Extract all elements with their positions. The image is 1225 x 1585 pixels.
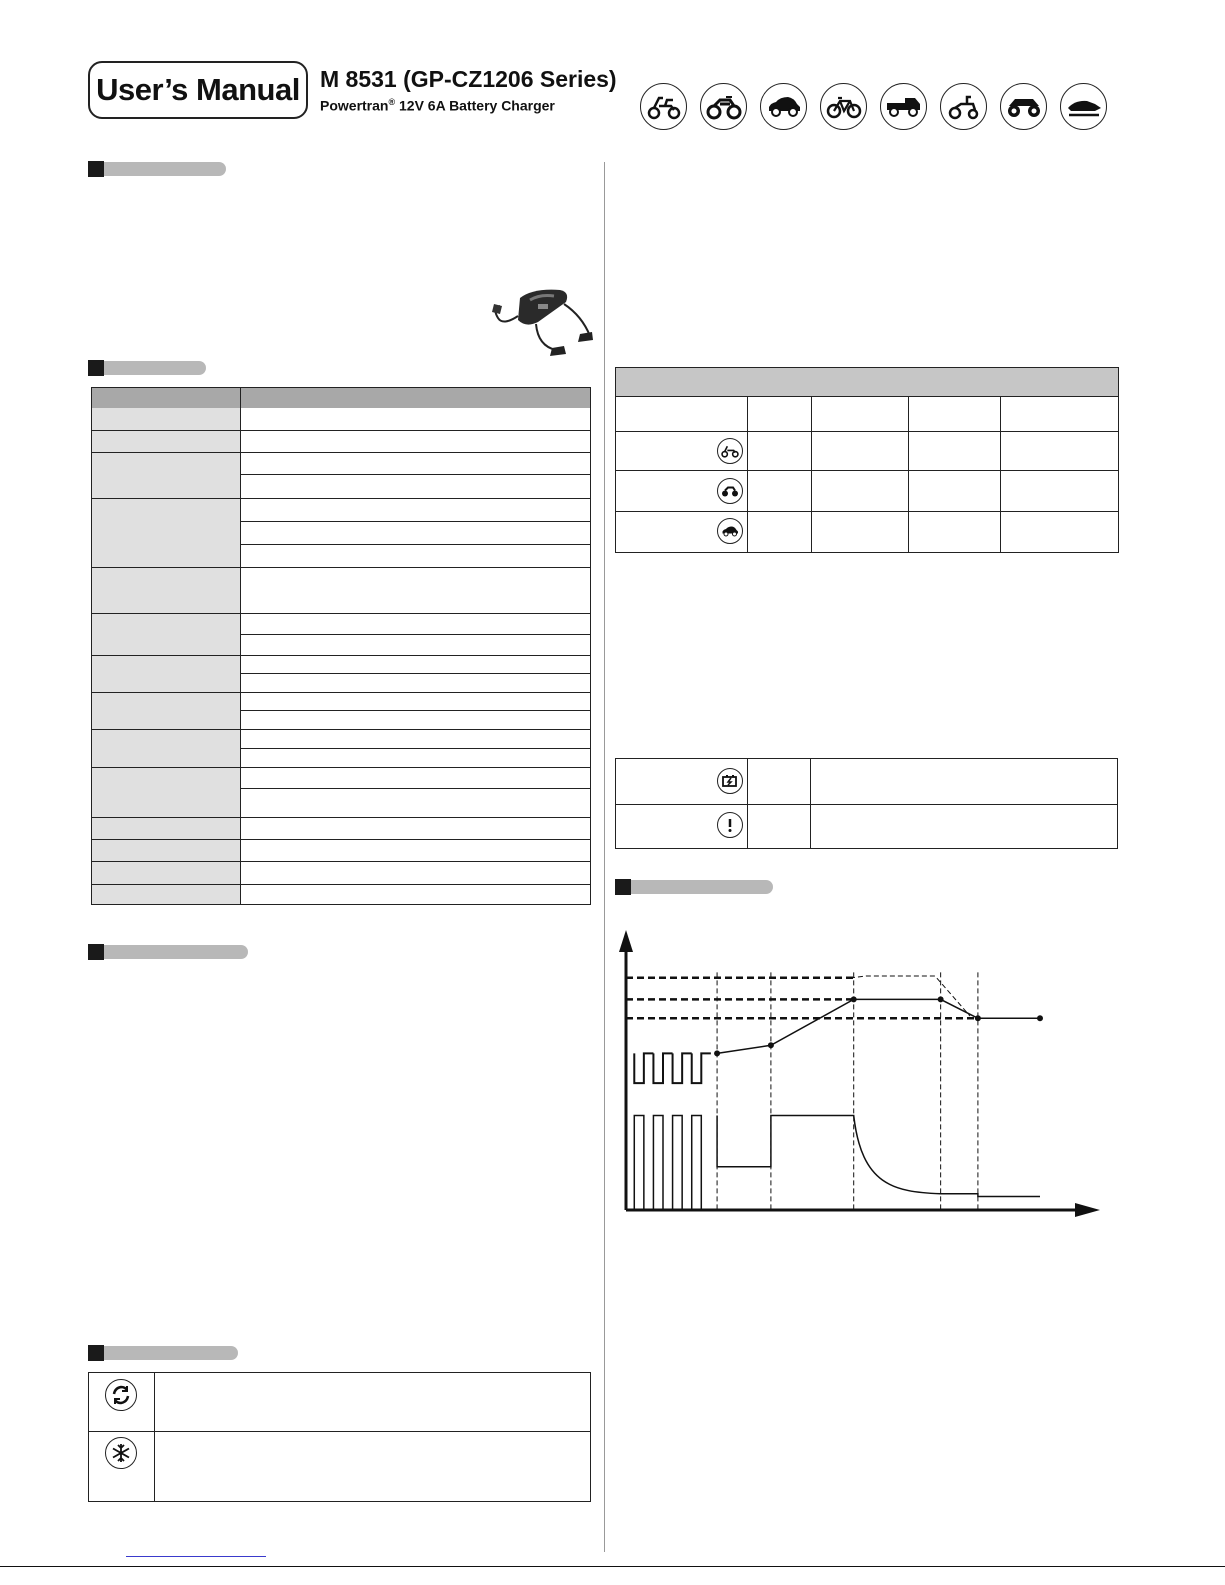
spec-label-cell	[92, 885, 240, 904]
model-title: M 8531 (GP-CZ1206 Series)	[320, 66, 617, 92]
spec-value-cell	[240, 693, 591, 711]
spec-label-cell	[92, 730, 240, 768]
spec-label-cell	[92, 453, 240, 499]
manual-badge	[88, 61, 308, 119]
voltage-point	[851, 996, 857, 1002]
charging-curve-chart	[610, 920, 1110, 1220]
section-header-3	[88, 944, 250, 960]
spec-table-header	[92, 388, 590, 408]
spec-label-cell	[92, 768, 240, 818]
spec-value-cell	[240, 711, 591, 730]
specification-table	[91, 387, 591, 905]
snowflake-mode-icon	[105, 1437, 137, 1469]
footer-rule	[0, 1566, 1225, 1567]
section-marker-icon	[88, 360, 104, 376]
section-header-4	[88, 1345, 240, 1361]
footer-link[interactable]	[126, 1556, 266, 1557]
product-name: 12V 6A Battery Charger	[399, 97, 555, 114]
voltage-point	[768, 1042, 774, 1048]
spec-value-cell	[240, 749, 591, 768]
mode-table	[88, 1372, 591, 1502]
spec-label-cell	[92, 431, 240, 453]
section-header-2	[88, 360, 208, 376]
scooter-icon	[640, 83, 687, 130]
truck-icon	[880, 83, 927, 130]
battery-charge-icon	[717, 768, 743, 794]
spec-value-cell	[240, 475, 591, 499]
section-marker-icon	[88, 944, 104, 960]
section-marker-icon	[88, 161, 104, 177]
section-marker-icon	[88, 1345, 104, 1361]
voltage-point	[975, 1015, 981, 1021]
recycle-mode-icon	[105, 1379, 137, 1411]
manual-badge-text: User’s Manual	[96, 72, 300, 107]
spec-label-cell	[92, 840, 240, 862]
spec-value-cell	[240, 768, 591, 789]
scooter-icon	[717, 438, 743, 464]
spec-value-cell	[240, 730, 591, 749]
spec-label-cell	[92, 656, 240, 693]
spec-value-cell	[240, 522, 591, 545]
voltage-point	[1037, 1015, 1043, 1021]
voltage-curve	[717, 999, 1040, 1053]
vehicle-icon-row	[640, 83, 1107, 130]
spec-value-cell	[240, 840, 591, 862]
car-icon	[760, 83, 807, 130]
voltage-pulse	[634, 1053, 711, 1083]
product-subtitle	[320, 97, 555, 114]
voltage-limit-lines	[626, 978, 978, 1019]
spec-value-cell	[240, 499, 591, 522]
spec-label-cell	[92, 499, 240, 568]
snowmobile-icon	[1060, 83, 1107, 130]
spec-value-cell	[240, 885, 591, 904]
section-header-5	[615, 879, 775, 895]
spec-label-cell	[92, 693, 240, 730]
spec-value-cell	[240, 862, 591, 885]
spec-value-cell	[240, 818, 591, 840]
motorcycle-icon	[717, 478, 743, 504]
spec-value-cell	[240, 408, 591, 431]
brand-name: Powertran	[320, 97, 389, 114]
x-axis-arrow	[1075, 1203, 1100, 1217]
voltage-point	[938, 996, 944, 1002]
voltage-points	[714, 996, 1043, 1056]
spec-value-cell	[240, 431, 591, 453]
indicator-table	[615, 758, 1118, 849]
motorcycle-icon	[700, 83, 747, 130]
voltage-ceiling-dashed	[850, 976, 970, 1016]
spec-value-cell	[240, 635, 591, 656]
current-pulse	[634, 1116, 701, 1211]
spec-value-cell	[240, 674, 591, 693]
spec-value-cell	[240, 656, 591, 674]
spec-label-cell	[92, 614, 240, 656]
spec-value-cell	[240, 453, 591, 475]
car-icon	[717, 518, 743, 544]
column-divider	[604, 162, 605, 1552]
section-marker-icon	[615, 879, 631, 895]
spec-label-cell	[92, 568, 240, 614]
spec-label-cell	[92, 818, 240, 840]
section-header-1	[88, 161, 228, 177]
current-curve	[717, 1116, 1040, 1197]
lawn-mower-icon	[940, 83, 987, 130]
spec-label-cell	[92, 862, 240, 885]
registered-mark: ®	[388, 97, 396, 107]
spec-value-cell	[240, 614, 591, 635]
compat-table-header	[616, 368, 1118, 397]
spec-value-cell	[240, 545, 591, 568]
compatibility-table	[615, 367, 1119, 553]
pulse-train	[634, 1053, 711, 1210]
voltage-point	[714, 1050, 720, 1056]
atv-icon	[1000, 83, 1047, 130]
bicycle-icon	[820, 83, 867, 130]
warning-icon	[717, 812, 743, 838]
spec-label-cell	[92, 408, 240, 431]
stage-dividers	[717, 972, 978, 1210]
y-axis-arrow	[619, 930, 633, 952]
product-photo	[478, 276, 596, 371]
spec-value-cell	[240, 568, 591, 614]
spec-value-cell	[240, 789, 591, 818]
